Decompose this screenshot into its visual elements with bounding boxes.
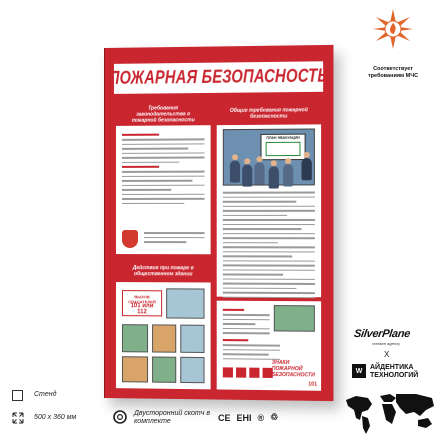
silverplane-tagline: creative agency xyxy=(372,341,401,346)
collaboration-x: X xyxy=(384,350,390,359)
silverplane-logo: SilverPlane xyxy=(353,328,411,340)
illustration-thumb xyxy=(180,325,204,353)
panel-legislation xyxy=(116,103,211,254)
panel-actions-in-fire xyxy=(116,260,211,389)
panel-general-text xyxy=(223,191,315,305)
resize-arrows-icon xyxy=(12,412,24,424)
emblem-icon xyxy=(122,230,138,248)
panel-actions-heading: Действия при пожаре в общественном здании xyxy=(116,260,211,282)
panel-legislation-text xyxy=(122,131,205,207)
illustration-thumb xyxy=(122,356,148,382)
certification-marks xyxy=(218,412,278,423)
identika-logo-mark: W xyxy=(352,364,366,378)
stand-checkbox xyxy=(12,390,23,401)
poster-title: ПОЖАРНАЯ БЕЗОПАСНОСТЬ xyxy=(109,66,329,89)
illustration-thumb xyxy=(122,324,148,352)
illustration-thumb xyxy=(152,356,176,382)
poster-title-bar xyxy=(109,61,329,94)
corner-number: 101 xyxy=(308,381,317,388)
illustration-thumb xyxy=(274,305,315,332)
ce-mark: CE xyxy=(218,412,231,423)
tape-roll-icon xyxy=(113,410,127,424)
illustration-thumb xyxy=(180,357,204,383)
fire-sign-icon xyxy=(223,367,233,377)
panel-signs-heading: ЗНАКИ ПОЖАРНОЙ БЕЗОПАСНОСТИ xyxy=(271,359,315,379)
evacuation-briefing-illustration xyxy=(223,128,315,185)
eac-mark: EHI xyxy=(236,412,252,423)
emergency-call-caption: ВЫЗОВ СПАСАТЕЛЕЙ xyxy=(128,294,156,305)
illustration-thumb xyxy=(166,288,204,318)
stand-label: Стенд xyxy=(34,391,57,398)
emergency-call-box xyxy=(122,290,162,316)
evacuation-plan-board: ПЛАН ЭВАКУАЦИИ xyxy=(261,134,306,161)
panel-legislation-heading: Требования законодательства о пожарной безопасности xyxy=(116,103,211,126)
panel-general-heading: Общие требования пожарной безопасности xyxy=(217,102,321,125)
size-label: 500 x 360 мм xyxy=(34,414,77,421)
mchs-certification-text: Соответствует требованиям МЧС xyxy=(367,66,419,79)
panel-safety-signs xyxy=(217,301,321,391)
panel-general-requirements xyxy=(217,102,321,297)
fire-sign-icon xyxy=(236,367,246,377)
fire-safety-stand xyxy=(104,45,333,401)
identika-logo-text: АЙДЕНТИКА ТЕХНОЛОГИЙ xyxy=(370,364,419,379)
world-map-icon xyxy=(342,390,438,436)
mchs-star-icon xyxy=(372,8,414,50)
registered-mark: ® xyxy=(257,412,265,423)
emergency-phone-number: 101 или 112 xyxy=(130,303,154,316)
recycle-icon: ♲ xyxy=(270,412,279,422)
tape-label: Двусторонний скотч в комплекте xyxy=(134,410,210,425)
illustration-thumb xyxy=(152,324,176,352)
fire-sign-icon xyxy=(249,368,259,378)
safety-signs-row xyxy=(223,367,273,378)
